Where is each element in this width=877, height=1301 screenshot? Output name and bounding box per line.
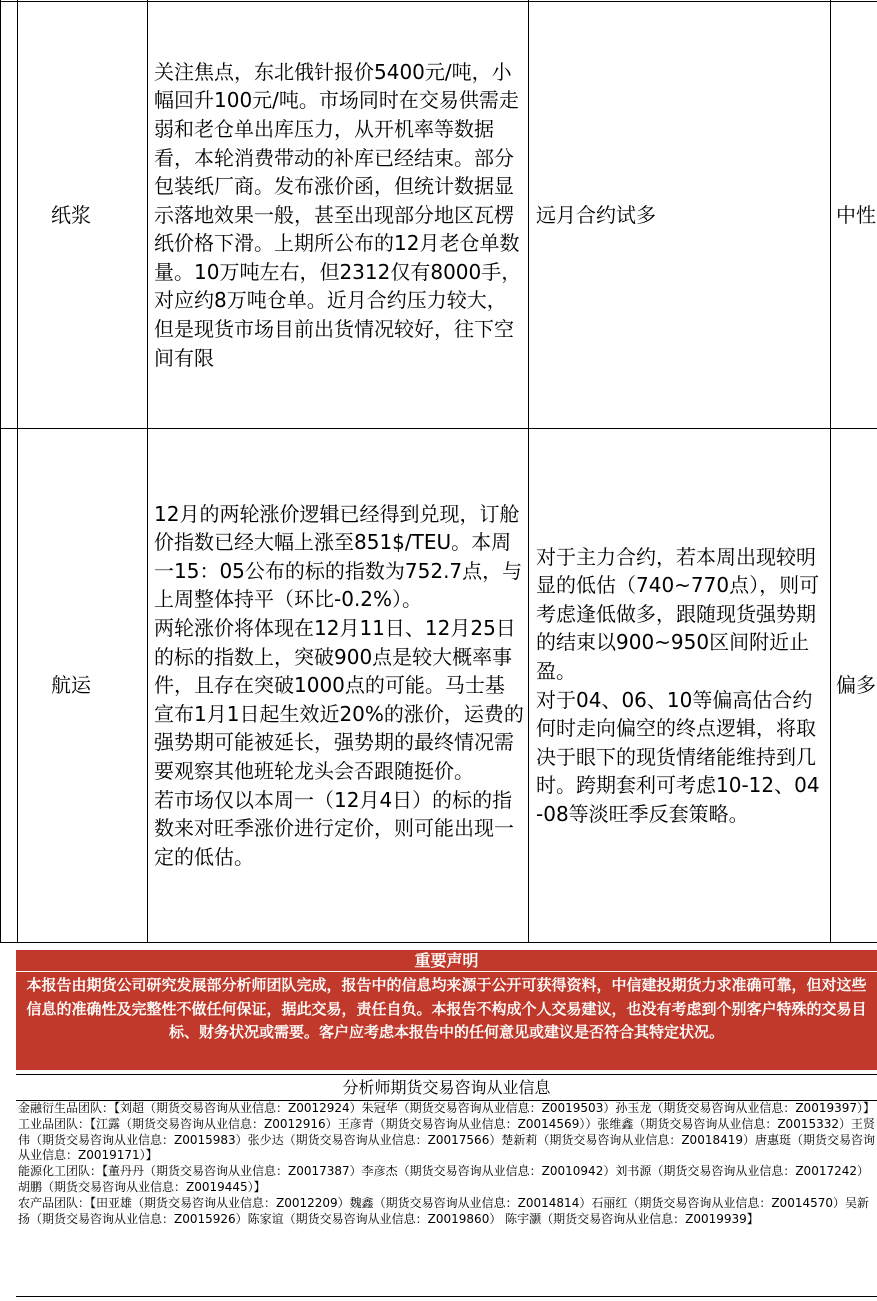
strategy-paragraph: 对于主力合约，若本周出现较明显的低估（740~770点），则可考虑逢低做多，跟随现货强势期的结束以900~950区间附近止盈。 [536,544,820,683]
bottom-divider [16,1296,877,1297]
commodity-name: 纸浆 [18,2,148,429]
table-row-shipping [1,429,877,943]
analysis-cell [148,429,529,943]
strategy-cell [529,429,831,943]
analysis-paragraph: 若市场仅以本周一（12月4日）的标的指数来对旺季涨价进行定价，则可能出现一定的低估。 [154,787,514,869]
analyst-team-line: 能源化工团队：【董丹丹（期货交易咨询从业信息：Z0017387）李彦杰（期货交易咨询从业信息：Z0010942）刘书源（期货交易咨询从业信息：Z0017242）胡鹏（期货交易咨询从业信息：Z0019445）】 [18,1164,869,1194]
analyst-team-line: 农产品团队：【田亚雄（期货交易咨询从业信息：Z0012209）魏鑫（期货交易咨询从业信息：Z0014814）石丽红（期货交易咨询从业信息：Z0014570）吴新扬（期货交易咨询从业信息：Z0015926）陈家谊（期货交易咨询从业信息：Z0019860） 陈宇灏（期货交易咨询从业信息：Z0019939】 [18,1195,869,1226]
analyst-team-line: 金融衍生品团队：【刘超（期货交易咨询从业信息：Z0012924）朱冠华（期货交易咨询从业信息：Z0019503）孙玉龙（期货交易咨询从业信息：Z0019397）】 [18,1101,875,1115]
view-cell: 偏多 [831,429,877,943]
commodity-name: 航运 [18,429,148,943]
strategy-paragraph: 远月合约试多 [536,202,656,227]
view-cell: 中性 [831,2,877,429]
analysis-cell [148,2,529,429]
analysis-paragraph: 关注焦点，东北俄针报价5400元/吨，小幅回升100元/吨。市场同时在交易供需走弱和老仓单出库压力，从开机率等数据看，本轮消费带动的补库已经结束。部分包装纸厂商。发布涨价函，但统计数据显示落地效果一般，甚至出现部分地区瓦楞纸价格下滑。上期所公布的12月老仓单数量。10万吨左右，但2312仅有8000手，对应约8万吨仓单。近月合约压力较大，但是现货市场目前出货情况较好，往下空间有限 [154,59,522,370]
disclaimer-body: 本报告由期货公司研究发展部分析师团队完成，报告中的信息均来源于公开可获得资料，中信建投期货力求准确可靠，但对这些信息的准确性及完整性不做任何保证，据此交易，责任自负。本报告不构成个人交易建议，也没有考虑到个别客户特殊的交易目标、财务状况或需要。客户应考虑本报告中的任何意见或建议是否符合其特定状况。 [16,972,877,1070]
analysis-paragraph: 两轮涨价将体现在12月11日、12月25日的标的指数上，突破900点是较大概率事件，且存在突破1000点的可能。马士基宣布1月1日起生效近20%的涨价，运费的强势期可能被延长，强势期的最终情况需要观察其他班轮龙头会否跟随挺价。 [154,616,524,783]
analysis-paragraph: 12月的两轮涨价逻辑已经得到兑现，订舱价指数已经大幅上涨至851$/TEU。本周一15：05公布的标的指数为752.7点，与上周整体持平（环比-0.2%）。 [154,501,523,612]
analyst-info-list [16,1101,877,1227]
analyst-info-title: 分析师期货交易咨询从业信息 [16,1074,877,1101]
disclaimer-title: 重要声明 [16,950,877,971]
strategy-paragraph: 对于04、06、10等偏高估合约何时走向偏空的终点逻辑，将取决于眼下的现货情绪能维持到几时。跨期套利可考虑10-12、04-08等淡旺季反套策略。 [536,687,820,826]
analyst-team-line: 工业品团队：【江露（期货交易咨询从业信息：Z0012916）王彦青（期货交易咨询从业信息：Z0014569））张维鑫（期货交易咨询从业信息：Z0015332）王贤伟（期货交易咨询从业信息：Z0015983）张少达（期货交易咨询从业信息：Z0017566）楚新莉（期货交易咨询从业信息：Z0018419）唐惠珽（期货交易咨询从业信息：Z0019171）】 [18,1116,875,1163]
table-row-pulp [1,2,877,429]
strategy-cell [529,2,831,429]
